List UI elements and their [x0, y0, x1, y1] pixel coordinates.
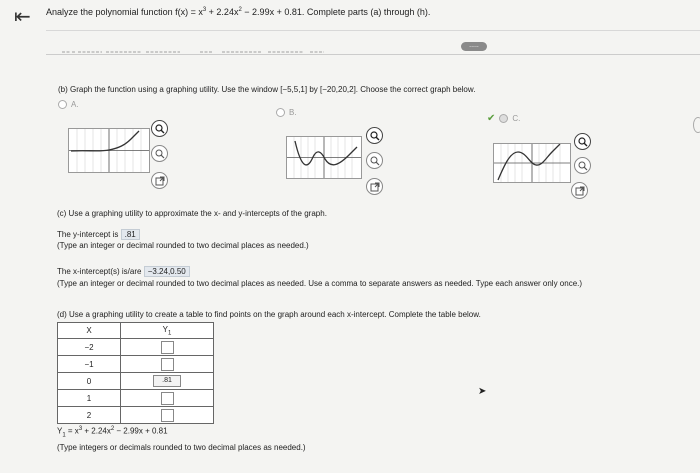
graph-c-thumbnail[interactable] [493, 143, 571, 183]
table-row: −1 [58, 356, 214, 373]
table-row: 1 [58, 390, 214, 407]
y-input-neg2[interactable] [161, 341, 174, 354]
graph-b-zoom-in[interactable] [366, 127, 383, 144]
graph-b-thumbnail[interactable] [286, 136, 362, 179]
table-row: 2 [58, 407, 214, 424]
graph-a-zoom-out[interactable] [151, 145, 168, 162]
y-input-neg1[interactable] [161, 358, 174, 371]
x-intercept-answer[interactable]: −3.24,0.50 [144, 266, 190, 277]
expand-icon [370, 182, 380, 192]
radio-c[interactable] [499, 114, 508, 123]
y-intercept-line: The y-intercept is .81 [57, 229, 140, 240]
option-a[interactable]: A. [58, 100, 79, 109]
col-y-header: $Y_1$ [121, 323, 214, 339]
section-divider [46, 54, 700, 55]
checkmark-icon: ✔ [487, 113, 496, 124]
question-header: Analyze the polynomial function $f(x) = x^3 + 2.24x^2 - 2.99x + 0.81$. Complete parts (a) through (h). [46, 7, 431, 17]
graph-c-expand[interactable] [571, 182, 588, 199]
expand-icon [155, 176, 165, 186]
zoom-in-icon [370, 131, 380, 141]
option-b[interactable]: B. [276, 108, 297, 117]
graph-a-thumbnail[interactable] [68, 128, 150, 173]
option-c[interactable]: ✔ C. [487, 113, 521, 124]
graph-a-expand[interactable] [151, 172, 168, 189]
xy-table [57, 322, 214, 424]
y-input-2[interactable] [161, 409, 174, 422]
radio-a[interactable] [58, 100, 67, 109]
x-intercept-line: The x-intercept(s) is/are −3.24,0.50 [57, 266, 190, 277]
mouse-pointer-icon: ➤ [478, 386, 487, 397]
back-button[interactable] [14, 4, 31, 29]
graph-b-zoom-out[interactable] [366, 152, 383, 169]
zoom-in-icon [578, 137, 588, 147]
more-button[interactable]: ..... [461, 42, 487, 51]
part-b-label: (b) Graph the function using a graphing utility. Use the window [−5,5,1] by [−20,20,2]. Choose the correct graph below. [58, 85, 476, 94]
graph-c-zoom-out[interactable] [574, 157, 591, 174]
table-formula: $Y_1 = x^3 + 2.24x^2 - 2.99x + 0.81$ [57, 426, 168, 439]
part-c-label: (c) Use a graphing utility to approximate the x- and y-intercepts of the graph. [57, 209, 327, 218]
back-arrow-icon: ⇤ [14, 6, 31, 28]
y-input-1[interactable] [161, 392, 174, 405]
y-intercept-note: (Type an integer or decimal rounded to two decimal places as needed.) [57, 241, 309, 250]
scroll-edge-handle[interactable] [693, 117, 700, 133]
radio-b[interactable] [276, 108, 285, 117]
zoom-in-icon [155, 124, 165, 134]
table-note: (Type integers or decimals rounded to two decimal places as needed.) [57, 443, 306, 452]
graph-c-zoom-in[interactable] [574, 133, 591, 150]
y-input-0[interactable]: .81 [153, 375, 181, 387]
x-intercept-note: (Type an integer or decimal rounded to two decimal places as needed. Use a comma to separate answers as needed. Type each answer only once.) [57, 279, 583, 288]
zoom-out-icon [370, 156, 380, 166]
table-row: −2 [58, 339, 214, 356]
table-header-row [58, 323, 214, 339]
part-d-label: (d) Use a graphing utility to create a table to find points on the graph around each x-intercept. Complete the table below. [57, 310, 481, 319]
header-divider [46, 30, 700, 31]
zoom-out-icon [155, 149, 165, 159]
graph-a-zoom-in[interactable] [151, 120, 168, 137]
zoom-out-icon [578, 161, 588, 171]
y-intercept-answer[interactable]: .81 [121, 229, 140, 240]
graph-b-expand[interactable] [366, 178, 383, 195]
expand-icon [575, 186, 585, 196]
table-row: 0 .81 [58, 373, 214, 390]
col-x-header: X [58, 323, 121, 339]
